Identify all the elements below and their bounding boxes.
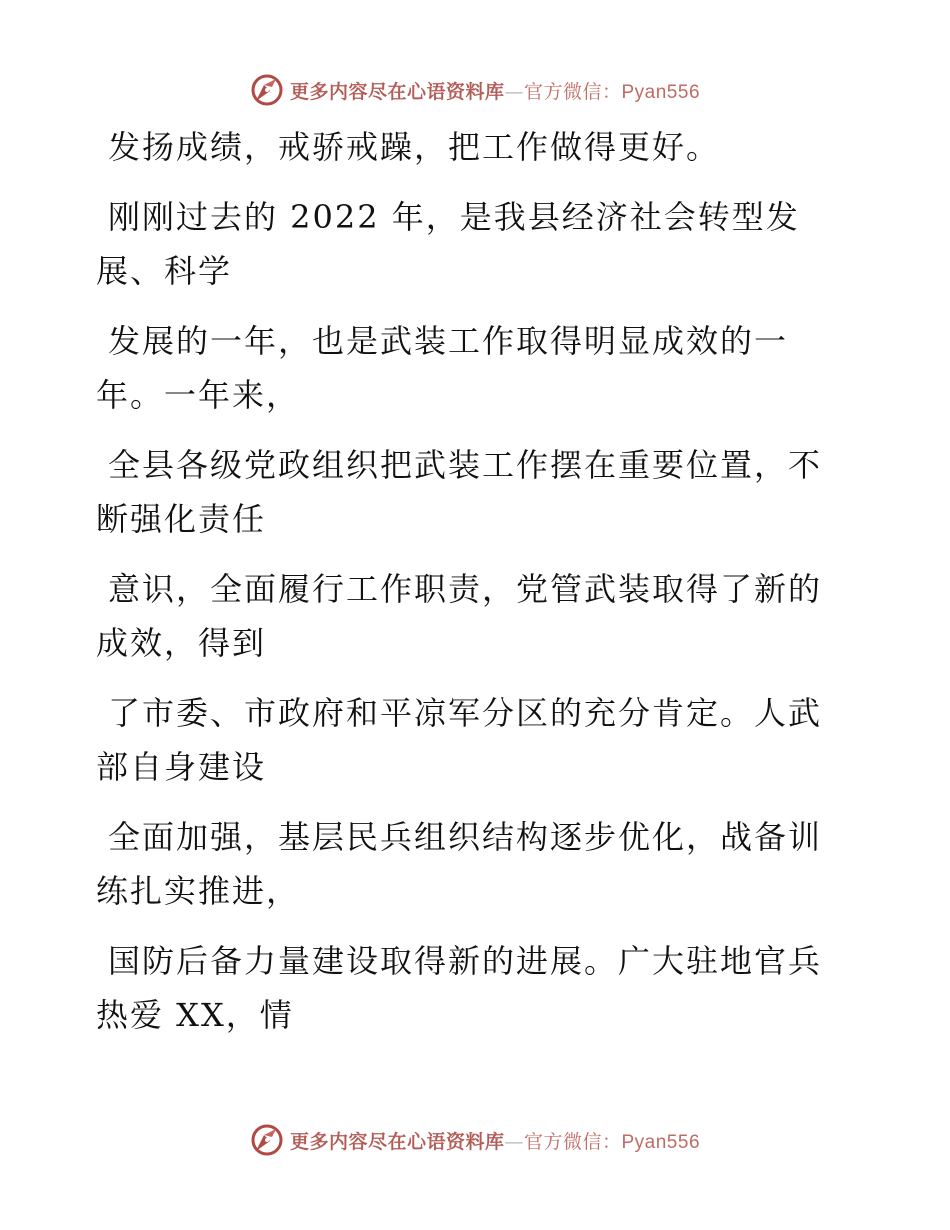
paragraph-3-line-1: 发展的一年，也是武装工作取得明显成效的一: [108, 322, 789, 360]
watermark-wechat-id: Pyan556: [621, 81, 701, 103]
watermark-separator: —: [504, 80, 524, 103]
paragraph-4-line-1: 全县各级党政组织把武装工作摆在重要位置，不: [108, 446, 823, 484]
paragraph-5-line-1: 意识，全面履行工作职责，党管武装取得了新的: [108, 570, 823, 608]
watermark-label: 官方微信：: [523, 1130, 622, 1153]
watermark-text: [290, 77, 700, 104]
paragraph-5-line-2: 成效，得到: [96, 624, 267, 662]
paragraph-4-line-2: 断强化责任: [96, 500, 267, 538]
watermark-separator: —: [504, 1130, 524, 1153]
footer-watermark: [0, 1120, 950, 1160]
header-watermark: [0, 70, 950, 110]
watermark-brand: 更多内容尽在心语资料库: [289, 1130, 505, 1153]
document-body: [96, 120, 831, 1042]
paragraph-7-line-1: 全面加强，基层民兵组织结构逐步优化，战备训: [108, 818, 823, 856]
watermark-label: 官方微信：: [523, 80, 622, 103]
paragraph-6-line-2: 部自身建设: [96, 748, 267, 786]
paragraph-6-line-1: 了市委、市政府和平凉军分区的充分肯定。人武: [108, 694, 823, 732]
paragraph-3-line-2: 年。一年来，: [96, 376, 301, 414]
pen-logo-icon: [250, 73, 284, 107]
watermark-brand: 更多内容尽在心语资料库: [289, 80, 505, 103]
watermark-wechat-id: Pyan556: [621, 1131, 701, 1153]
paragraph-1-line-1: 发扬成绩，戒骄戒躁，把工作做得更好。: [108, 128, 721, 166]
paragraph-7-line-2: 练扎实推进，: [96, 872, 301, 910]
paragraph-8-line-2: 热爱 XX，情: [96, 996, 294, 1034]
pen-logo-icon: [250, 1123, 284, 1157]
paragraph-2-line-1: 刚刚过去的 2022 年，是我县经济社会转型发: [108, 198, 800, 236]
paragraph-8-line-1: 国防后备力量建设取得新的进展。广大驻地官兵: [108, 942, 823, 980]
watermark-text: [290, 1127, 700, 1154]
paragraph-2-line-2: 展、科学: [96, 252, 233, 290]
